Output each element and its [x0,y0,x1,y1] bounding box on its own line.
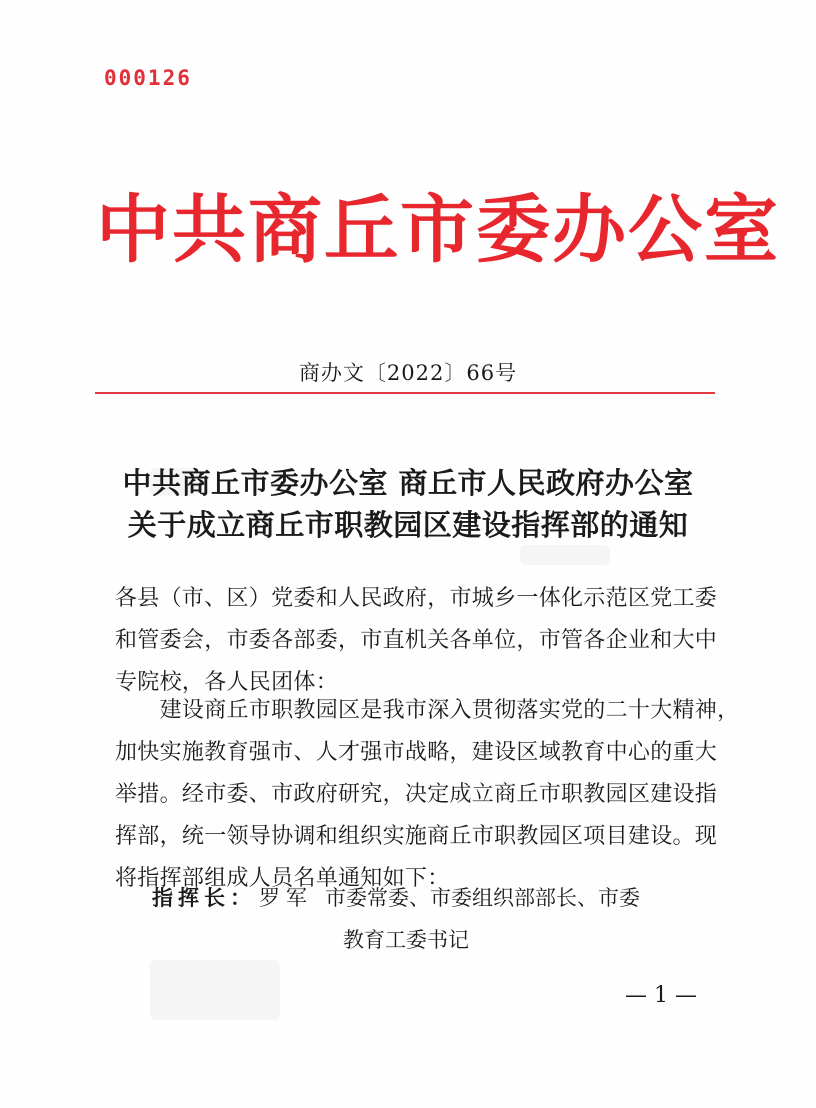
document-number: 商办文〔2022〕66号 [298,361,518,385]
body-line: 举措。经市委、市政府研究，决定成立商丘市职教园区建设指 [115,782,718,807]
recipients-line: 和管委会，市委各部委，市直机关各单位，市管各企业和大中 [115,628,718,653]
scan-stain [150,960,280,1020]
commander-label: 指挥长 [152,885,230,910]
recipients-line: 专院校，各人民团体： [115,670,339,695]
body-paragraph [115,690,740,900]
body-line: 加快实施教育强市、人才强市战略，建设区域教育中心的重大 [115,740,718,765]
commander-row [152,882,640,912]
body-line: 建设商丘市职教园区是我市深入贯彻落实党的二十大精神， [115,698,740,723]
commander-name: 罗军 [259,886,313,910]
scan-stain [520,545,610,565]
issuer-masthead: 中共商丘市委办公室 [96,187,780,273]
body-line: 挥部，统一领导协调和组织实施商丘市职教园区项目建设。现 [115,824,718,849]
serial-number: 000126 [104,66,192,90]
document-title-line-2: 关于成立商丘市职教园区建设指挥部的通知 [127,508,689,542]
document-title-line-1: 中共商丘市委办公室 商丘市人民政府办公室 [122,466,694,500]
commander-separator: ： [230,885,251,910]
commander-role: 市委常委、市委组织部部长、市委 [325,886,640,910]
recipients-line: 各县（市、区）党委和人民政府，市城乡一体化示范区党工委 [115,586,718,611]
page-number: — 1 — [625,983,697,1008]
body-line: 将指挥部组成人员名单通知如下： [115,866,450,891]
recipients-block [115,578,718,704]
red-divider-line [95,392,715,394]
commander-role-continuation: 教育工委书记 [343,928,469,952]
